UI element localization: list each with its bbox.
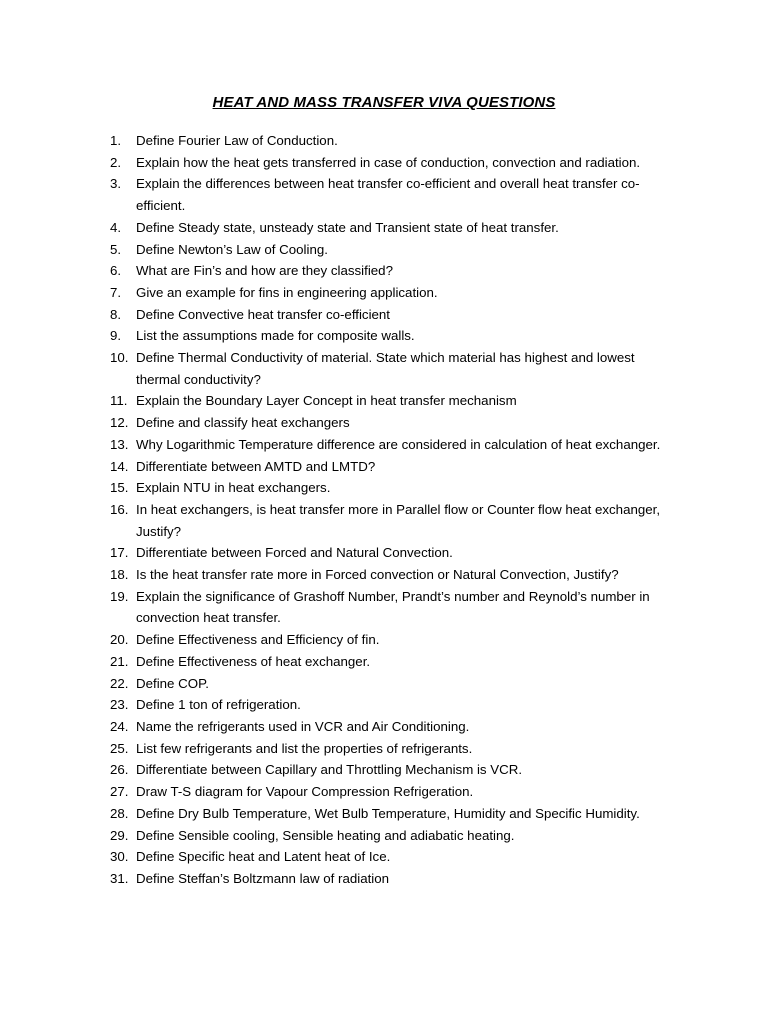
question-number: 1. [110,133,122,148]
question-item [110,304,682,326]
question-item [110,846,682,868]
question-number: 27. [110,784,129,800]
question-text: Define Effectiveness of heat exchanger. [136,653,371,669]
question-text: Name the refrigerants used in VCR and Air Conditioning. [136,718,470,734]
question-number: 26. [110,762,129,778]
question-item [110,412,682,434]
question-number: 23. [110,697,129,713]
question-number: 9. [110,328,122,344]
question-text: In heat exchangers, is heat transfer more in Parallel flow or Counter flow heat exchanger, Justify? [136,501,661,539]
question-item [110,282,682,304]
question-item [110,456,682,478]
question-item [110,542,682,564]
question-text: Define 1 ton of refrigeration. [136,697,301,713]
question-item [110,477,682,499]
question-item [110,325,682,347]
question-text: Explain the significance of Grashoff Number, Prandt’s number and Reynold’s number in convection heat transfer. [136,588,650,626]
question-number: 13. [110,436,129,452]
question-number: 17. [110,545,129,561]
question-item [110,673,682,695]
question-number: 14. [110,458,129,474]
question-number: 24. [110,718,129,734]
question-number: 19. [110,588,129,604]
question-item [110,781,682,803]
question-item [110,347,682,390]
question-item [110,564,682,586]
question-list [110,130,682,890]
question-item [110,217,682,239]
question-number: 12. [110,415,129,431]
question-item [110,260,682,282]
question-item [110,694,682,716]
question-number: 29. [110,827,129,843]
question-text: Give an example for fins in engineering application. [136,284,438,300]
question-text: Define Specific heat and Latent heat of Ice. [136,849,391,865]
question-text: Define Effectiveness and Efficiency of fin. [136,632,380,648]
question-number: 4. [110,219,122,235]
question-number: 20. [110,632,129,648]
question-item [110,825,682,847]
question-text: Define and classify heat exchangers [136,415,350,431]
question-text: List few refrigerants and list the properties of refrigerants. [136,740,473,756]
question-number: 3. [110,176,122,192]
question-text: Define Newton’s Law of Cooling. [136,241,328,257]
question-text: Differentiate between AMTD and LMTD? [136,458,376,474]
question-item [110,738,682,760]
question-item [110,130,682,152]
page-title: HEAT AND MASS TRANSFER VIVA QUESTIONS [212,94,556,111]
question-item [110,868,682,890]
question-text: Is the heat transfer rate more in Forced convection or Natural Convection, Justify? [136,567,619,583]
question-number: 31. [110,870,129,886]
question-text: Define Convective heat transfer co-efficient [136,306,391,322]
question-text: Define Thermal Conductivity of material. State which material has highest and lowest thermal conductivity? [136,350,635,387]
question-text: Explain the Boundary Layer Concept in heat transfer mechanism [136,393,517,409]
question-item [110,586,682,629]
question-number: 6. [110,263,122,279]
question-item [110,651,682,673]
question-text: Why Logarithmic Temperature difference are considered in calculation of heat exchanger. [136,436,661,452]
question-item [110,152,682,174]
question-number: 8. [110,306,122,322]
question-text: Differentiate between Capillary and Throttling Mechanism is VCR. [136,762,523,778]
question-number: 16. [110,501,129,517]
question-number: 28. [110,805,129,821]
question-item [110,716,682,738]
question-number: 7. [110,284,122,300]
question-text: Draw T-S diagram for Vapour Compression Refrigeration. [136,784,474,800]
question-number: 30. [110,849,129,865]
question-text: Define Sensible cooling, Sensible heating and adiabatic heating. [136,827,515,843]
question-item [110,629,682,651]
question-item [110,239,682,261]
question-number: 2. [110,154,122,170]
question-text: Define Steffan’s Boltzmann law of radiation [136,870,390,886]
question-text: Explain how the heat gets transferred in case of conduction, convection and radiation. [136,154,641,170]
question-text: Define Steady state, unsteady state and Transient state of heat transfer. [136,219,559,235]
question-text: Define Fourier Law of Conduction. [136,133,338,148]
question-item [110,434,682,456]
question-text: Define Dry Bulb Temperature, Wet Bulb Temperature, Humidity and Specific Humidity. [136,805,640,821]
question-number: 25. [110,740,129,756]
question-number: 22. [110,675,129,691]
question-number: 21. [110,653,129,669]
question-text: Define COP. [136,675,209,691]
question-item [110,173,682,216]
question-number: 18. [110,567,129,583]
question-number: 10. [110,350,129,366]
question-text: What are Fin’s and how are they classified? [136,263,393,279]
question-text: Differentiate between Forced and Natural Convection. [136,545,453,561]
question-item [110,759,682,781]
question-number: 11. [110,393,128,409]
question-item [110,499,682,542]
question-text: Explain the differences between heat transfer co-efficient and overall heat transfer co-efficient. [136,176,640,214]
question-number: 5. [110,241,122,257]
question-item [110,803,682,825]
question-text: List the assumptions made for composite walls. [136,328,415,344]
question-item [110,390,682,412]
question-number: 15. [110,480,129,496]
question-text: Explain NTU in heat exchangers. [136,480,331,496]
